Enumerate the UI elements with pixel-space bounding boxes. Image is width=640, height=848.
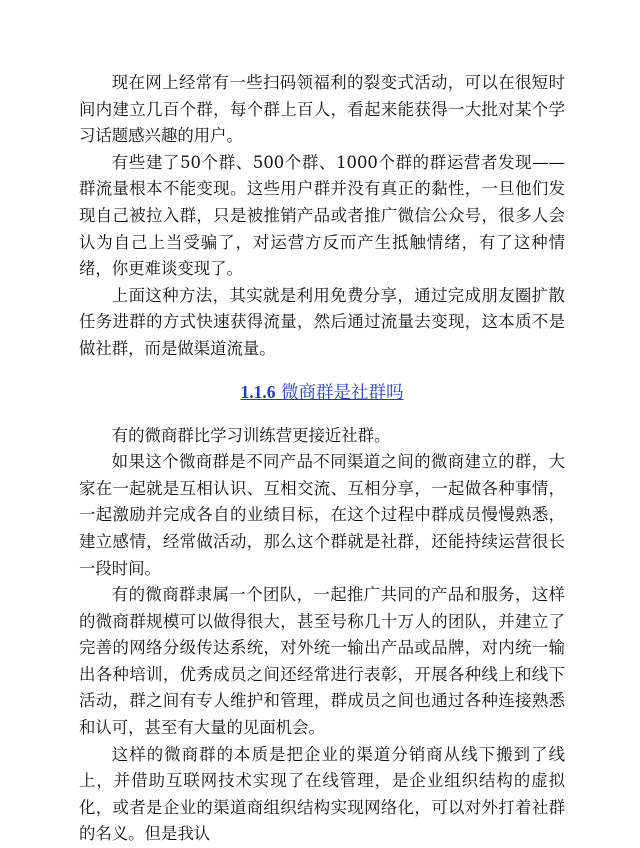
paragraph-scan-qr-fission: 现在网上经常有一些扫码领福利的裂变式活动，可以在很短时间内建立几百个群，每个群上百人，看起来能获得一大批对某个学习话题感兴趣的用户。 [79,73,565,146]
section-title: 微商群是社群吗 [281,382,404,403]
paragraph-wechat-business-intro: 有的微商群比学习训练营更接近社群。 [111,425,391,445]
section-heading-link[interactable] [79,380,565,405]
paragraph-team-group: 有的微商群隶属一个团队，一起推广共同的产品和服务，这样的微商群规模可以做得很大，甚至号称几十万人的团队，并建立了完善的网络分级传达系统，对外统一输出产品或品牌，对内统一输出各种培训，优秀成员之间还经常进行表彰，开展各种线上和线下活动，群之间有专人维护和管理，群成员之间也通过各种连接熟悉和认可，甚至有大量的见面机会。 [79,585,565,738]
paragraph-group-traffic: 有些建了50个群、500个群、1000个群的群运营者发现——群流量根本不能变现。这些用户群并没有真正的黏性，一旦他们发现自己被拉入群，只是被推销产品或者推广微信公众号，很多人会认为自己上当受骗了，对运营方反而产生抵触情绪，有了这种情绪，你更难谈变现了。 [79,152,565,279]
paragraph-channel-traffic: 上面这种方法，其实就是利用免费分享，通过完成朋友圈扩散任务进群的方式快速获得流量，然后通过流量去变现，这本质不是做社群，而是做渠道流量。 [79,285,565,358]
paragraph-cross-channel-group: 如果这个微商群是不同产品不同渠道之间的微商建立的群，大家在一起就是互相认识、互相交流、互相分享，一起做各种事情，一起激励并完成各自的业绩目标，在这个过程中群成员慢慢熟悉，建立感情，经常做活动，那么这个群就是社群，还能持续运营很长一段时间。 [79,452,565,578]
section-number: 1.1.6 [240,381,276,402]
document-page [79,70,565,848]
paragraph-essence: 这样的微商群的本质是把企业的渠道分销商从线下搬到了线上，并借助互联网技术实现了在线管理，是企业组织结构的虚拟化，或者是企业的渠道商组织结构实现网络化，可以对外打着社群的名义。但是我认 [79,744,565,844]
